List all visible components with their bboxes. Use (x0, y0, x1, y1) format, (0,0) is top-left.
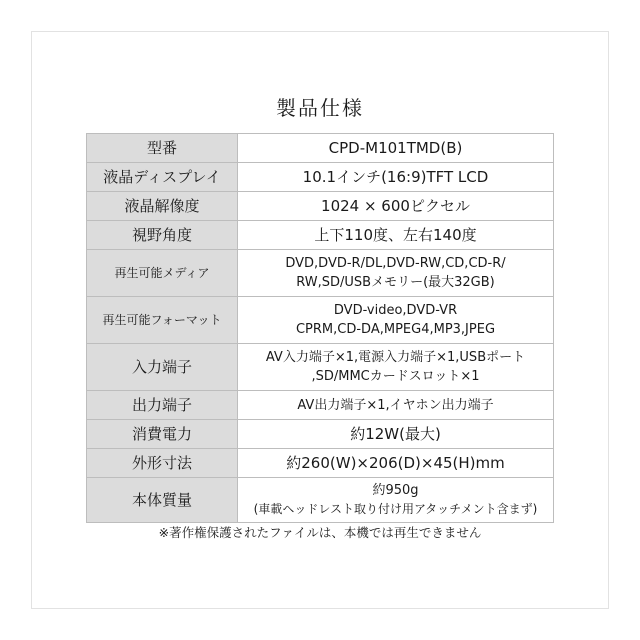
table-row (87, 192, 554, 221)
row-value-dimensions (238, 449, 554, 478)
table-row (87, 250, 554, 297)
table-row (87, 420, 554, 449)
footnote: ※著作権保護されたファイルは、本機では再生できません (158, 525, 482, 540)
row-value-input (238, 344, 554, 391)
table-row (87, 134, 554, 163)
row-label-dimensions: 外形寸法 (87, 449, 238, 478)
value-line: 約12W(最大) (350, 425, 441, 443)
row-value-resolution (238, 192, 554, 221)
table-row (87, 221, 554, 250)
spec-table (86, 133, 554, 523)
value-line: CPRM,CD-DA,MPEG4,MP3,JPEG (295, 322, 496, 337)
row-label-viewing-angle: 視野角度 (87, 221, 238, 250)
table-row (87, 163, 554, 192)
value-line: 約950g (372, 483, 419, 498)
table-row (87, 391, 554, 420)
row-value-model (238, 134, 554, 163)
table-row (87, 344, 554, 391)
row-label-power: 消費電力 (87, 420, 238, 449)
row-label-output: 出力端子 (87, 391, 238, 420)
table-row (87, 478, 554, 523)
value-line: AV入力端子×1,電源入力端子×1,USBポート (265, 350, 526, 365)
row-value-media (238, 250, 554, 297)
row-label-display: 液晶ディスプレイ (87, 163, 238, 192)
value-line: 10.1インチ(16:9)TFT LCD (302, 168, 489, 186)
value-line: ,SD/MMCカードスロット×1 (311, 369, 480, 384)
value-line: AV出力端子×1,イヤホン出力端子 (297, 397, 494, 413)
page-title: 製品仕様 (276, 96, 364, 120)
value-line: 約260(W)×206(D)×45(H)mm (286, 454, 505, 472)
row-label-model: 型番 (87, 134, 238, 163)
table-row (87, 297, 554, 344)
value-line: 1024 × 600ピクセル (321, 197, 470, 215)
row-label-format: 再生可能フォーマット (87, 297, 238, 344)
row-value-weight (238, 478, 554, 523)
row-label-resolution: 液晶解像度 (87, 192, 238, 221)
row-value-output (238, 391, 554, 420)
value-line: CPD-M101TMD(B) (328, 139, 463, 157)
row-value-display (238, 163, 554, 192)
value-line: (車載ヘッドレスト取り付け用アタッチメント含まず) (253, 502, 538, 516)
row-value-format (238, 297, 554, 344)
row-label-weight: 本体質量 (87, 478, 238, 523)
row-label-input: 入力端子 (87, 344, 238, 391)
value-line: 上下110度、左右140度 (314, 226, 477, 244)
value-line: DVD,DVD-R/DL,DVD-RW,CD,CD-R/ (285, 256, 506, 271)
row-value-power (238, 420, 554, 449)
value-line: RW,SD/USBメモリー(最大32GB) (296, 275, 495, 290)
table-row (87, 449, 554, 478)
value-line: DVD-video,DVD-VR (333, 303, 458, 318)
row-value-viewing-angle (238, 221, 554, 250)
row-label-media: 再生可能メディア (87, 250, 238, 297)
